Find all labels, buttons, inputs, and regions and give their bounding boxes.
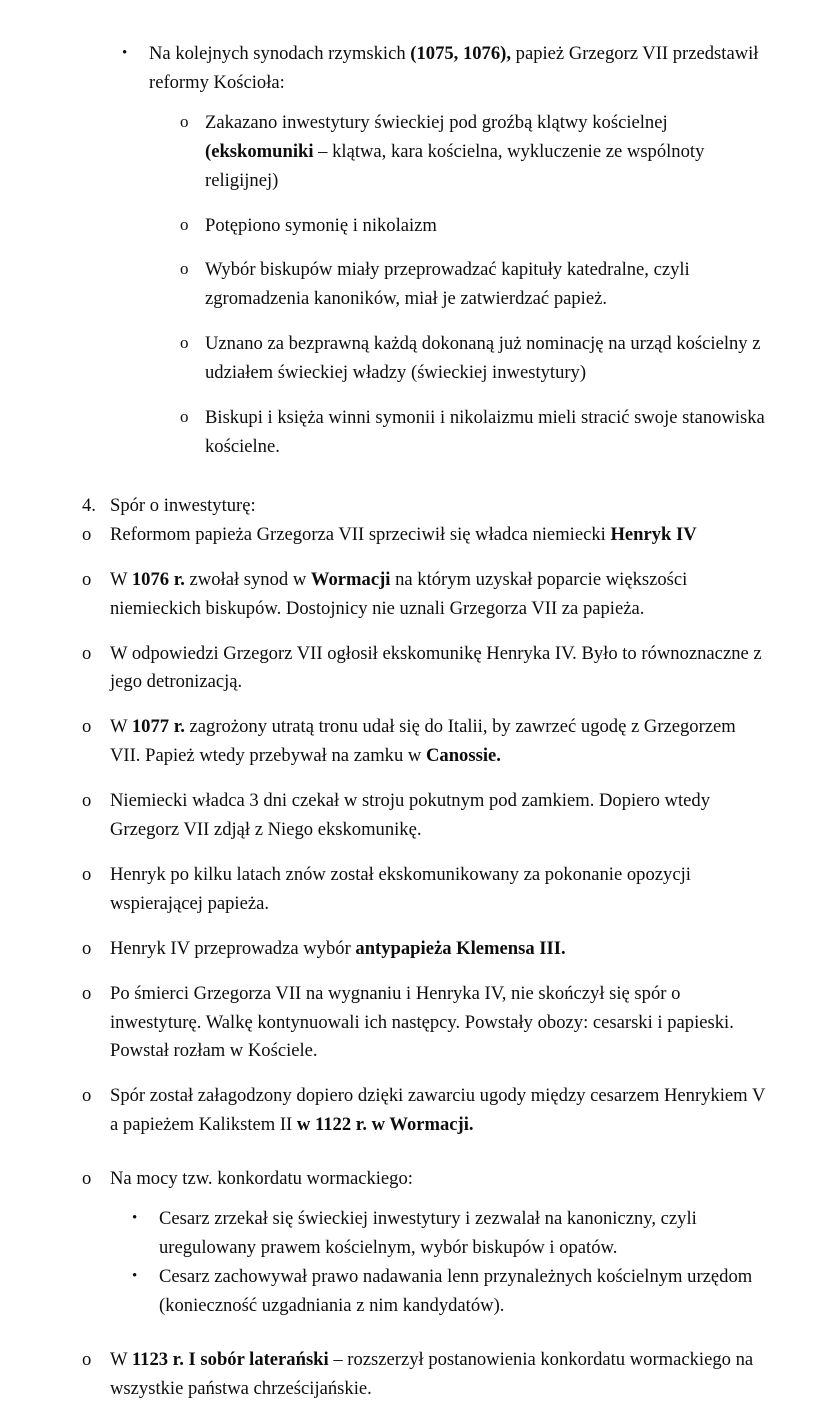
text-segment: W — [110, 716, 132, 738]
list-item-text — [205, 212, 768, 241]
list-item — [82, 787, 768, 845]
hollow-bullet-icon: o — [82, 716, 92, 738]
text-segment-bold: (1075, 1076), — [410, 43, 511, 64]
list-item — [132, 1263, 768, 1321]
list-item-text — [110, 492, 768, 521]
list-item-text — [205, 330, 768, 388]
text-segment: Niemiecki władca 3 dni czekał w stroju pokutnym pod zamkiem. Dopiero wtedy Grzegorz VII zdjął z Niego ekskomunikę. — [110, 790, 711, 841]
hollow-bullet-icon: o — [180, 407, 189, 427]
list-item-text — [110, 566, 768, 624]
list-item-text — [205, 256, 768, 314]
list-item-text — [159, 1263, 768, 1321]
text-segment-bold: Wormacji — [310, 568, 391, 590]
text-segment: Spór o inwestyturę: — [110, 494, 256, 516]
hollow-bullet-icon: o — [180, 111, 189, 131]
list-item — [82, 566, 768, 624]
text-segment: W odpowiedzi Grzegorz VII ogłosił ekskomunikę Henryka IV. Było to równoznaczne z jego detronizacją. — [110, 642, 762, 693]
text-segment: Cesarz zachowywał prawo nadawania lenn przynależnych kościelnym urzędom (konieczność uzgadniania z nim kandydatów). — [159, 1265, 753, 1316]
hollow-bullet-icon: o — [180, 214, 189, 234]
text-segment: Na kolejnych synodach rzymskich — [149, 43, 411, 64]
text-segment: Reformom papieża Grzegorza VII sprzeciwił się władca niemiecki — [110, 523, 611, 545]
text-segment-bold: Canossie. — [425, 745, 501, 767]
list-item-text — [110, 861, 768, 919]
text-segment: Po śmierci Grzegorza VII na wygnaniu i Henryka IV, nie skończył się spór o inwestyturę. Walkę kontynuowali ich następcy. Powstały obozy: cesarski i papieski. Powstał rozłam w Kościele. — [110, 982, 734, 1062]
text-segment: Spór został załagodzony dopiero dzięki zawarciu ugody między cesarzem Henrykiem V a papieżem Kalikstem II — [110, 1085, 766, 1136]
list-item — [82, 861, 768, 919]
list-item-text — [159, 1205, 768, 1263]
hollow-bullet-icon: o — [82, 1348, 92, 1370]
list-item-text — [110, 787, 768, 845]
text-segment: zwołał synod w — [184, 568, 311, 590]
hollow-bullet-icon: o — [180, 333, 189, 353]
list-item-text — [110, 935, 768, 964]
text-segment-bold: Henryk IV — [610, 523, 697, 545]
list-item-text — [205, 404, 768, 462]
list-item — [82, 1165, 768, 1194]
document-body — [60, 40, 768, 1404]
list-item — [82, 1346, 768, 1404]
list-item-text — [110, 980, 768, 1067]
list-item — [180, 109, 768, 196]
text-segment: Henryk IV przeprowadza wybór — [110, 937, 356, 959]
list-item-text — [110, 1082, 768, 1140]
list-item — [82, 935, 768, 964]
hollow-bullet-icon: o — [82, 937, 92, 959]
list-number: 4. — [82, 494, 96, 516]
hollow-bullet-icon: o — [82, 863, 92, 885]
list-item — [122, 40, 768, 98]
text-segment: papież Grzegorz VII przedstawił reformy Kościoła: — [149, 43, 759, 93]
list-item — [82, 640, 768, 698]
list-item — [82, 521, 768, 550]
list-item-text — [110, 521, 768, 550]
text-segment-bold: 1123 r. I sobór laterański — [131, 1348, 329, 1370]
list-item — [180, 256, 768, 314]
list-item-text — [110, 713, 768, 771]
filled-bullet-icon: • — [132, 1267, 138, 1284]
text-segment: Uznano za bezprawną każdą dokonaną już nominację na urząd kościelny z udziałem świeckiej władzy (świeckiej inwestytury) — [205, 333, 761, 384]
text-segment: Potępiono symonię i nikolaizm — [205, 214, 437, 236]
text-segment-bold: w 1122 r. w Wormacji. — [296, 1114, 474, 1136]
hollow-bullet-icon: o — [82, 523, 92, 545]
hollow-bullet-icon: o — [82, 982, 92, 1004]
text-segment: Cesarz zrzekał się świeckiej inwestytury i zezwalał na kanoniczny, czyli uregulowany prawem kościelnym, wybór biskupów i opatów. — [159, 1208, 697, 1258]
text-segment: – rozszerzył postanowienia konkordatu wormackiego na wszystkie państwa chrześcijańskie. — [110, 1348, 754, 1399]
list-item-text — [110, 1346, 768, 1404]
text-segment: W — [110, 1348, 132, 1370]
list-item — [82, 980, 768, 1067]
hollow-bullet-icon: o — [82, 1168, 92, 1190]
list-item — [180, 330, 768, 388]
text-segment: – klątwa, kara kościelna, wykluczenie ze wspólnoty religijnej) — [205, 140, 705, 191]
text-segment: Na mocy tzw. konkordatu wormackiego: — [110, 1168, 413, 1190]
list-item-text — [149, 40, 768, 98]
text-segment: Wybór biskupów miały przeprowadzać kapituły katedralne, czyli zgromadzenia kanoników, miał je zatwierdzać papież. — [205, 259, 690, 310]
filled-bullet-icon: • — [122, 45, 128, 61]
list-item-text — [110, 640, 768, 698]
text-segment: zagrożony utratą tronu udał się do Italii, by zawrzeć ugodę z Grzegorzem VII. Papież wtedy przebywał na zamku w — [110, 716, 736, 767]
text-segment: W — [110, 568, 132, 590]
list-item — [82, 492, 768, 521]
hollow-bullet-icon: o — [82, 790, 92, 812]
list-item — [82, 1082, 768, 1140]
list-item-text — [110, 1165, 768, 1194]
hollow-bullet-icon: o — [82, 642, 92, 664]
hollow-bullet-icon: o — [82, 1085, 92, 1107]
list-item — [82, 713, 768, 771]
hollow-bullet-icon: o — [180, 259, 189, 279]
list-item-text — [205, 109, 768, 196]
text-segment: Zakazano inwestytury świeckiej pod groźbą klątwy kościelnej — [205, 111, 668, 133]
text-segment-bold: antypapieża Klemensa III. — [355, 937, 566, 959]
filled-bullet-icon: • — [132, 1210, 138, 1227]
text-segment: Biskupi i księża winni symonii i nikolaizmu mieli stracić swoje stanowiska kościelne. — [205, 407, 765, 457]
text-segment: na którym uzyskał poparcie większości niemieckich biskupów. Dostojnicy nie uznali Grzegorza VII za papieża. — [110, 568, 688, 619]
text-segment: Henryk po kilku latach znów został ekskomunikowany za pokonanie opozycji wspierającej papieża. — [110, 863, 691, 914]
text-segment-bold: (ekskomuniki — [205, 140, 314, 162]
text-segment-bold: 1077 r. — [131, 716, 185, 738]
text-segment-bold: 1076 r. — [131, 568, 185, 590]
list-item — [180, 212, 768, 241]
list-item — [132, 1205, 768, 1263]
hollow-bullet-icon: o — [82, 568, 92, 590]
list-item — [180, 404, 768, 462]
